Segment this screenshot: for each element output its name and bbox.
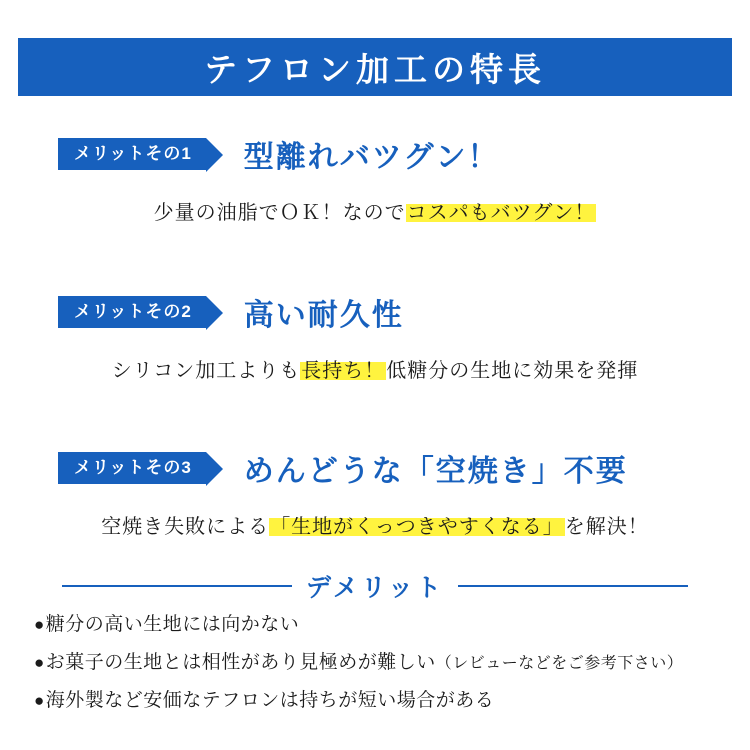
page-title: テフロン加工の特長 [204, 52, 546, 89]
merit-block-3 [0, 446, 750, 539]
demerit-list-item [34, 653, 724, 672]
demerit-item-text: 海外製など安価なテフロンは持ちが短い場合がある [45, 690, 495, 711]
demerit-rule-left [62, 585, 292, 587]
merit-3-header [0, 446, 750, 490]
demerit-heading [0, 568, 750, 604]
merit-1-heading: 型離れバツグン！ [243, 141, 500, 174]
merit-1-body [0, 196, 750, 225]
bullet-icon: ● [34, 653, 45, 672]
merit-3-heading: めんどうな「空焼き」不要 [243, 455, 628, 488]
merit-3-body-highlight: 「生地がくっつきやすくなる」 [270, 516, 564, 538]
demerit-list-item [34, 615, 724, 634]
merit-2-body-highlight: 長持ち！ [301, 360, 386, 382]
merit-2-tag: メリットその2 [58, 296, 206, 328]
merit-3-tag: メリットその3 [58, 452, 206, 484]
merit-1-body-highlight: コスパもバツグン！ [406, 202, 596, 224]
bullet-icon: ● [34, 615, 45, 634]
merit-1-header [0, 132, 750, 176]
merit-3-body-before: 空焼き失敗による [101, 516, 270, 538]
demerit-list [34, 615, 724, 729]
demerit-item-text: お菓子の生地とは相性があり見極めが難しい [45, 652, 436, 673]
merit-1-tag: メリットその1 [58, 138, 206, 170]
merit-2-body-after: 低糖分の生地に効果を発揮 [386, 360, 639, 382]
page-title-banner [18, 38, 732, 96]
merit-2-body [0, 354, 750, 383]
merit-3-body [0, 510, 750, 539]
demerit-item-text: 糖分の高い生地には向かない [45, 614, 300, 635]
demerit-item-note: （レビューなどをご参考下さい） [435, 655, 684, 672]
merit-3-body-after: を解決！ [564, 516, 649, 538]
merit-block-1 [0, 132, 750, 225]
demerit-rule-right [458, 585, 688, 587]
merit-2-header [0, 290, 750, 334]
demerit-list-item [34, 691, 724, 710]
merit-2-body-before: シリコン加工よりも [111, 360, 301, 382]
bullet-icon: ● [34, 691, 45, 710]
merit-block-2 [0, 290, 750, 383]
merit-2-heading: 高い耐久性 [243, 299, 404, 332]
merit-1-body-before: 少量の油脂でＯＫ！なので [153, 202, 406, 224]
demerit-label: デメリット [305, 575, 444, 602]
